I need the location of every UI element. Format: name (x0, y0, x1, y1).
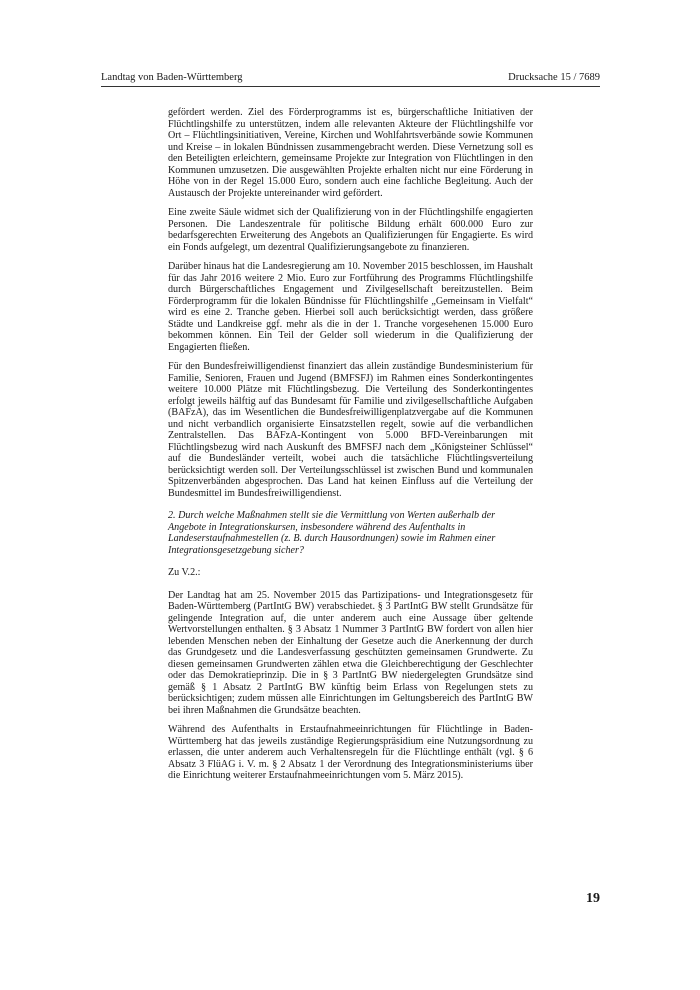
body-paragraph: Für den Bundesfreiwilligendienst finanziert das allein zuständige Bundesministerium für Familie, Senioren, Frauen und Jugend (BMFSFJ) im Rahmen eines Sonderkontingentes weitere 10.000 Plätze mit Flüchtlingsbezug. Die Verteilung des Sonderkontingentes erfolgt jeweils hälftig auf das Bundesamt für Familie und zivilgesellschaftliche Aufgaben (BAFzA), das im Wesentlichen die Bundesfreiwilligenplatzvergabe auf die Kommunen und nicht verbandlich organisierte Einsatzstellen regelt, sowie auf die verbandlichen Zentralstellen. Das BAFzA-Kontingent von 5.000 BFD-Vereinbarungen mit Flüchtlingsbezug wird nach Auskunft des BMFSFJ nach dem „Königsteiner Schlüssel“ auf die Bundesländer verteilt, wobei auch die tatsächliche Flüchtlingsverteilung berücksichtigt werden soll. Der Verteilungsschlüssel ist zwischen Bund und kommunalen Spitzenverbänden abgesprochen. Das Land hat keinen Einfluss auf die Verteilung der Bundesmittel im Bundesfreiwilligendienst. (168, 361, 533, 499)
page-number: 19 (586, 891, 600, 906)
answer-paragraph: Der Landtag hat am 25. November 2015 das Partizipations- und Integrationsgesetz für Baden-Württemberg (PartIntG BW) verabschiedet. § 3 PartIntG BW stellt Grundsätze für gelingende Integration auf, die unter anderem auch eine Aussage über geltende Wertvorstellungen enthalten. § 3 Absatz 1 Nummer 3 PartIntG BW fordert von allen hier lebenden Menschen neben der Einhaltung der Gesetze auch die Anerkennung der durch das Grundgesetz und die Landesverfassung geschützten gemeinsamen Grundwerte. Zu diesen gemeinsamen Grundwerten zählen etwa die Gleichberechtigung der Geschlechter oder das Demokratieprinzip. Die in § 3 PartIntG BW niedergelegten Grundsätze sind gemäß § 1 Absatz 2 PartIntG BW künftig beim Erlass von Regelungen stets zu berücksichtigen; zudem müssen alle Einrichtungen im Geltungsbereich des PartIntG BW bei ihren Maßnahmen die Grundsätze beachten. (168, 589, 533, 716)
running-header (101, 71, 600, 86)
header-document-number: Drucksache 15 / 7689 (508, 72, 600, 83)
answer-label: Zu V.2.: (168, 567, 201, 578)
document-body (168, 107, 533, 790)
header-publisher: Landtag von Baden-Württemberg (101, 72, 243, 83)
body-paragraph: Darüber hinaus hat die Landesregierung am 10. November 2015 beschlossen, im Haushalt für das Jahr 2016 weitere 2 Mio. Euro zur Fortführung des Programms Flüchtlingshilfe durch Bürgerschaftliches Engagement und Zivilgesellschaft bereitzustellen. Beim Förderprogramm für die lokalen Bündnisse für Flüchtlingshilfe „Gemeinsam in Vielfalt“ wird es eine 2. Tranche geben. Hierbei soll auch berücksichtigt werden, dass größere Städte und Landkreise ggf. mehr als die in der 1. Tranche vorgesehenen 15.000 Euro bekommen können. Ein Teil der Gelder soll wiederum in die Qualifizierung der Engagierten fließen. (168, 261, 533, 353)
question-text: 2. Durch welche Maßnahmen stellt sie die Vermittlung von Werten außerhalb der Angebote in Integrationskursen, insbesondere während des Aufenthalts in Landeserstaufnahmestellen (z. B. durch Hausordnungen) sowie im Rahmen einer Integrationsgesetzgebung sicher? (168, 510, 496, 556)
header-rule (101, 86, 600, 87)
answer-paragraph: Während des Aufenthalts in Erstaufnahmeeinrichtungen für Flüchtlinge in Baden-Württemberg hat das jeweils zuständige Regierungspräsidium eine Nutzungsordnung zu erlassen, die unter anderem auch Verhaltensregeln für die Flüchtlinge enthält (vgl. § 6 Absatz 3 FlüAG i. V. m. § 2 Absatz 1 der Verordnung des Integrationsministeriums über die Einrichtung weiterer Erstaufnahmeeinrichtungen vom 5. März 2015). (168, 724, 533, 781)
body-paragraph: gefördert werden. Ziel des Förderprogramms ist es, bürgerschaftliche Initiativen der Flüchtlingshilfe zu unterstützen, indem alle relevanten Akteure der Flüchtlingshilfe vor Ort – Flüchtlingsinitiativen, Vereine, Kirchen und Wohlfahrtsverbände sowie Kommunen und Kreise – in lokalen Bündnissen zusammengebracht werden. Diese Vernetzung soll es den Beteiligten erleichtern, gemeinsame Projekte zur Integration von Flüchtlingen in den Kommunen umzusetzen. Die ausgewählten Projekte erhalten nicht nur eine Förderung in Höhe von in der Regel 15.000 Euro, sondern auch eine fachliche Begleitung. Auch der Austausch der Projekte untereinander wird gefördert. (168, 107, 533, 199)
body-paragraph: Eine zweite Säule widmet sich der Qualifizierung von in der Flüchtlingshilfe engagierten Personen. Die Landeszentrale für politische Bildung erhält 600.000 Euro zur bedarfsgerechten Erweiterung des Angebots an Qualifizierungen für Engagierte. Es wird ein Fonds aufgelegt, um dezentral Qualifizierungsangebote zu finanzieren. (168, 207, 533, 253)
